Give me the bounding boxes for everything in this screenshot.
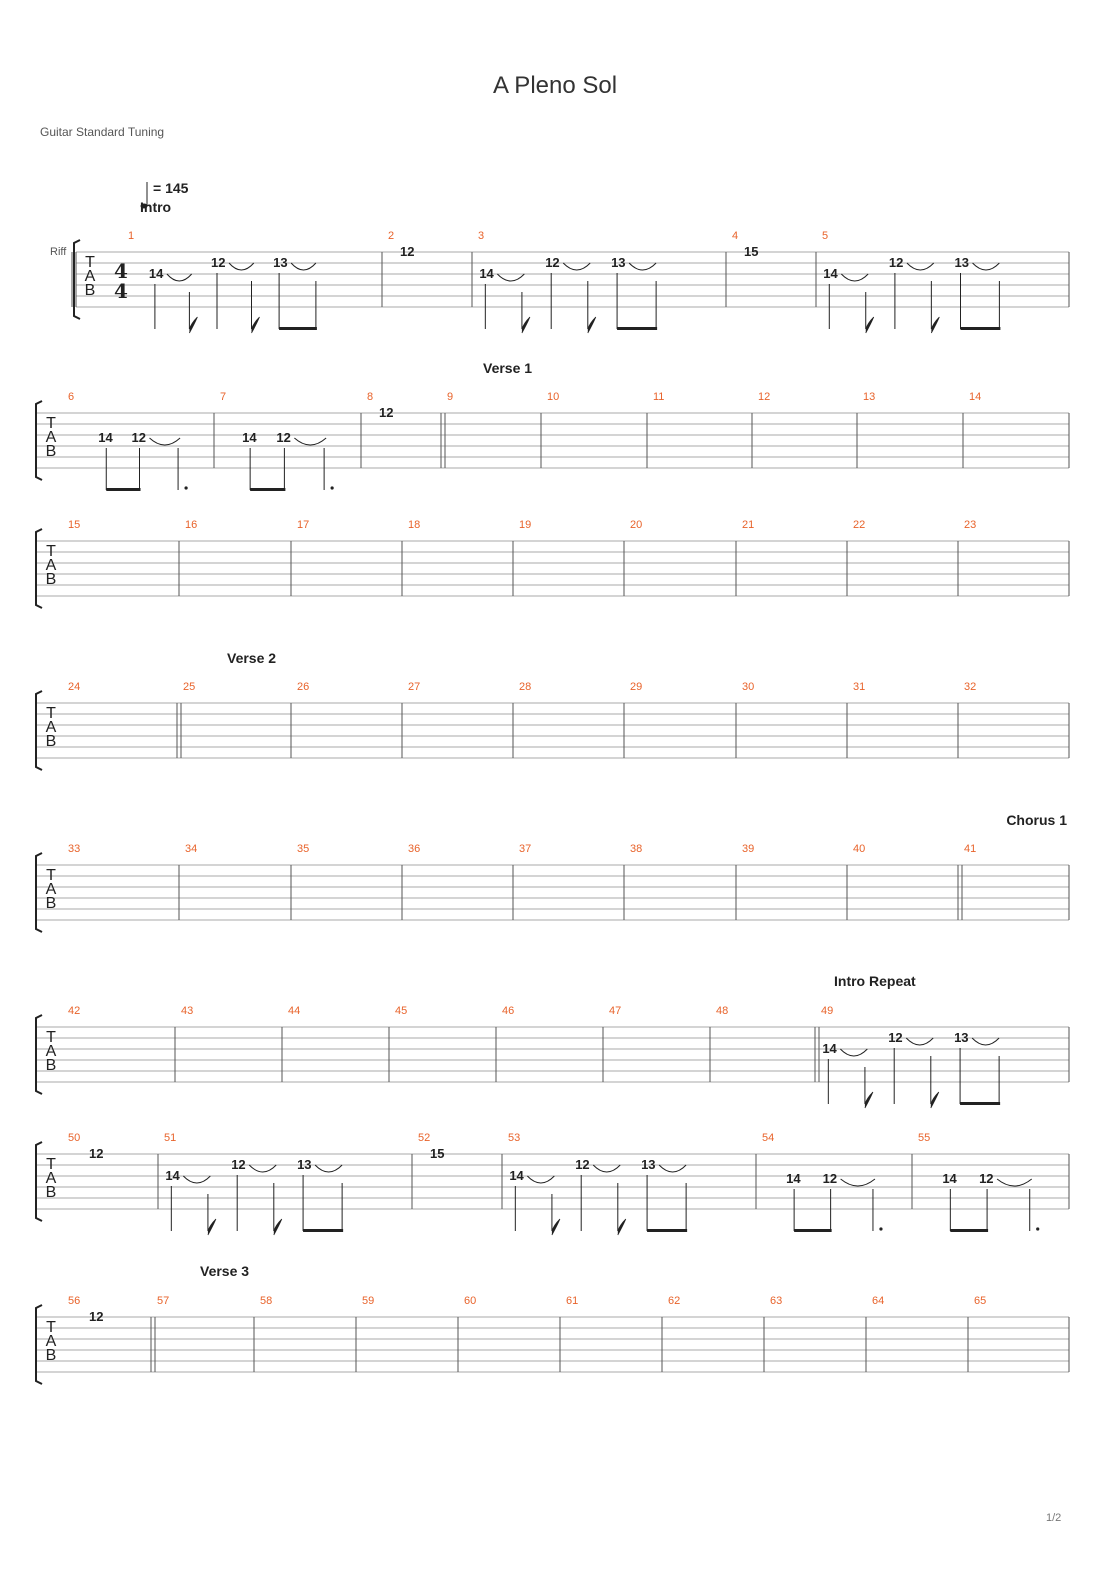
- measure-number: 6: [68, 391, 75, 403]
- tuning-label: Guitar Standard Tuning: [40, 125, 165, 139]
- tab-system: [36, 360, 1069, 491]
- measure-number: 21: [742, 519, 755, 531]
- tab-clef-letter: T: [85, 254, 95, 271]
- measure-number: 27: [408, 681, 421, 693]
- measure-number: 7: [220, 391, 227, 403]
- tie: [315, 1165, 342, 1172]
- measure-number: 4: [732, 230, 739, 242]
- section-label: Intro Repeat: [834, 973, 916, 989]
- tab-clef-letter: T: [46, 867, 56, 884]
- measure-number: 58: [260, 1295, 273, 1307]
- tab-system: [36, 650, 1069, 770]
- beam: [960, 1102, 1000, 1105]
- track-label: Riff: [50, 246, 67, 258]
- measure-number: 1: [128, 230, 135, 242]
- fret-number: 12: [545, 255, 560, 270]
- eighth-flag: [865, 1092, 873, 1108]
- tab-clef-letter: T: [46, 1319, 56, 1336]
- measure-number: 17: [297, 519, 310, 531]
- measure-number: 23: [964, 519, 977, 531]
- tab-system: [72, 230, 1069, 333]
- fret-number: 14: [942, 1171, 957, 1186]
- eighth-flag: [552, 1219, 560, 1235]
- fret-number: 12: [979, 1171, 994, 1186]
- measure-number: 37: [519, 843, 532, 855]
- fret-number: 12: [276, 430, 291, 445]
- measure-number: 8: [367, 391, 374, 403]
- measure-number: 24: [68, 681, 81, 693]
- eighth-flag: [866, 317, 874, 333]
- fret-number: 14: [98, 430, 113, 445]
- measure-number: 63: [770, 1295, 783, 1307]
- section-label: Verse 1: [483, 360, 533, 376]
- fret-number: 12: [89, 1309, 104, 1324]
- fret-number: 14: [786, 1171, 801, 1186]
- fret-number: 12: [89, 1146, 104, 1161]
- section-label: Intro: [140, 199, 172, 215]
- measure-number: 40: [853, 843, 866, 855]
- measure-number: 39: [742, 843, 755, 855]
- measure-number: 65: [974, 1295, 987, 1307]
- measure-number: 5: [822, 230, 829, 242]
- page-indicator: 1/2: [1046, 1512, 1062, 1524]
- measure-number: 11: [653, 391, 665, 403]
- fret-number: 12: [231, 1157, 246, 1172]
- eighth-flag: [274, 1219, 282, 1235]
- tab-clef-letter: A: [45, 557, 57, 574]
- measure-number: 30: [742, 681, 755, 693]
- time-signature-bottom: 4: [114, 279, 128, 303]
- fret-number: 12: [822, 1171, 838, 1186]
- measure-number: 53: [508, 1132, 521, 1144]
- eighth-flag: [189, 317, 197, 333]
- fret-number: 12: [379, 405, 394, 420]
- tab-clef-letter: B: [45, 895, 57, 912]
- measure-number: 47: [609, 1005, 622, 1017]
- measure-number: 31: [853, 681, 866, 693]
- measure-number: 44: [288, 1005, 301, 1017]
- measure-number: 61: [566, 1295, 579, 1307]
- section-label: Verse 3: [200, 1263, 250, 1279]
- tie: [291, 263, 316, 270]
- tab-clef-letter: B: [45, 443, 57, 460]
- fret-number: 14: [479, 266, 494, 281]
- measure-number: 56: [68, 1295, 81, 1307]
- tie: [527, 1176, 554, 1183]
- tab-clef-letter: T: [46, 1156, 56, 1173]
- fret-number: 13: [641, 1157, 656, 1172]
- measure-number: 42: [68, 1005, 81, 1017]
- measure-number: 59: [362, 1295, 375, 1307]
- fret-number: 12: [575, 1157, 590, 1172]
- tie: [973, 263, 1000, 270]
- measure-number: 43: [181, 1005, 194, 1017]
- beam: [250, 488, 285, 491]
- measure-number: 33: [68, 843, 81, 855]
- tie: [659, 1165, 686, 1172]
- tie: [997, 1179, 1032, 1186]
- tie: [294, 438, 326, 445]
- measure-number: 64: [872, 1295, 885, 1307]
- fret-number: 15: [744, 244, 759, 259]
- measure-number: 16: [185, 519, 198, 531]
- fret-number: 13: [954, 1030, 969, 1045]
- tab-clef-letter: A: [45, 1333, 57, 1350]
- measure-number: 2: [388, 230, 395, 242]
- measure-number: 41: [964, 843, 977, 855]
- measure-number: 9: [447, 391, 454, 403]
- measure-number: 35: [297, 843, 310, 855]
- measure-number: 49: [821, 1005, 834, 1017]
- tie: [841, 274, 868, 281]
- fret-number: 13: [297, 1157, 312, 1172]
- beam: [794, 1229, 832, 1232]
- fret-number: 15: [430, 1146, 445, 1161]
- tab-clef-letter: A: [45, 881, 57, 898]
- eighth-flag: [931, 317, 939, 333]
- fret-number: 13: [611, 255, 626, 270]
- tab-clef-letter: T: [46, 705, 56, 722]
- measure-number: 15: [68, 519, 81, 531]
- tab-clef-letter: A: [84, 268, 96, 285]
- tab-clef-letter: A: [45, 429, 57, 446]
- tie: [249, 1165, 276, 1172]
- measure-number: 55: [918, 1132, 931, 1144]
- measure-number: 62: [668, 1295, 681, 1307]
- tie: [593, 1165, 620, 1172]
- tab-clef-letter: T: [46, 415, 56, 432]
- tab-clef-letter: B: [45, 1184, 57, 1201]
- fret-number: 14: [148, 266, 164, 281]
- time-signature-top: 4: [114, 259, 128, 283]
- beam: [303, 1229, 343, 1232]
- tab-system: [36, 519, 1069, 608]
- measure-number: 54: [762, 1132, 775, 1144]
- beam: [106, 488, 140, 491]
- dot: [879, 1227, 882, 1230]
- tab-clef-letter: A: [45, 1043, 57, 1060]
- tab-clef-letter: T: [46, 543, 56, 560]
- tie: [563, 263, 590, 270]
- tie: [167, 274, 192, 281]
- measure-number: 45: [395, 1005, 408, 1017]
- beam: [950, 1229, 988, 1232]
- measure-number: 18: [408, 519, 421, 531]
- beam: [279, 327, 317, 330]
- score-title: A Pleno Sol: [492, 72, 618, 99]
- fret-number: 12: [400, 244, 415, 259]
- dot: [331, 486, 334, 489]
- tab-system: [36, 973, 1069, 1108]
- eighth-flag: [618, 1219, 626, 1235]
- tie: [840, 1049, 867, 1056]
- fret-number: 12: [211, 255, 226, 270]
- measure-number: 32: [964, 681, 977, 693]
- measure-number: 57: [157, 1295, 170, 1307]
- tab-system: [36, 812, 1069, 932]
- tab-clef-letter: B: [45, 1347, 57, 1364]
- tab-clef-letter: A: [45, 719, 57, 736]
- dot: [184, 486, 187, 489]
- measure-number: 60: [464, 1295, 477, 1307]
- fret-number: 14: [509, 1168, 524, 1183]
- measure-number: 38: [630, 843, 643, 855]
- fret-number: 12: [888, 1030, 903, 1045]
- eighth-flag: [208, 1219, 216, 1235]
- tempo-marking: = 145: [153, 180, 189, 196]
- measure-number: 52: [418, 1132, 431, 1144]
- tab-clef-letter: B: [45, 571, 57, 588]
- fret-number: 14: [165, 1168, 180, 1183]
- tie: [841, 1179, 875, 1186]
- measure-number: 29: [630, 681, 643, 693]
- tie: [972, 1038, 999, 1045]
- measure-number: 12: [758, 391, 771, 403]
- measure-number: 48: [716, 1005, 729, 1017]
- eighth-flag: [252, 317, 260, 333]
- fret-number: 14: [242, 430, 257, 445]
- section-label: Verse 2: [227, 650, 277, 666]
- eighth-flag: [588, 317, 596, 333]
- tab-system: [36, 1263, 1069, 1384]
- beam: [647, 1229, 687, 1232]
- measure-number: 20: [630, 519, 643, 531]
- tab-system: [36, 1132, 1069, 1235]
- measure-number: 10: [547, 391, 560, 403]
- tab-clef-letter: B: [45, 733, 57, 750]
- beam: [617, 327, 657, 330]
- section-label: Chorus 1: [1006, 812, 1067, 828]
- fret-number: 12: [888, 255, 904, 270]
- measure-number: 34: [185, 843, 198, 855]
- fret-number: 13: [954, 255, 969, 270]
- measure-number: 28: [519, 681, 532, 693]
- fret-number: 14: [823, 266, 838, 281]
- tie: [229, 263, 254, 270]
- eighth-flag: [931, 1092, 939, 1108]
- tab-clef-letter: A: [45, 1170, 57, 1187]
- measure-number: 3: [478, 230, 485, 242]
- tie: [497, 274, 524, 281]
- tab-clef-letter: B: [45, 1057, 57, 1074]
- measure-number: 25: [183, 681, 196, 693]
- measure-number: 50: [68, 1132, 81, 1144]
- tie: [183, 1176, 210, 1183]
- dot: [1036, 1227, 1039, 1230]
- measure-number: 26: [297, 681, 310, 693]
- measure-number: 46: [502, 1005, 515, 1017]
- measure-number: 22: [853, 519, 866, 531]
- tie: [906, 1038, 933, 1045]
- fret-number: 13: [273, 255, 288, 270]
- measure-number: 14: [969, 391, 982, 403]
- fret-number: 12: [131, 430, 146, 445]
- measure-number: 13: [863, 391, 876, 403]
- tie: [629, 263, 656, 270]
- measure-number: 19: [519, 519, 532, 531]
- beam: [961, 327, 1001, 330]
- tab-clef-letter: T: [46, 1029, 56, 1046]
- measure-number: 51: [164, 1132, 177, 1144]
- fret-number: 14: [822, 1041, 837, 1056]
- measure-number: 36: [408, 843, 421, 855]
- tie: [907, 263, 934, 270]
- eighth-flag: [522, 317, 530, 333]
- tie: [150, 438, 181, 445]
- tab-clef-letter: B: [84, 282, 96, 299]
